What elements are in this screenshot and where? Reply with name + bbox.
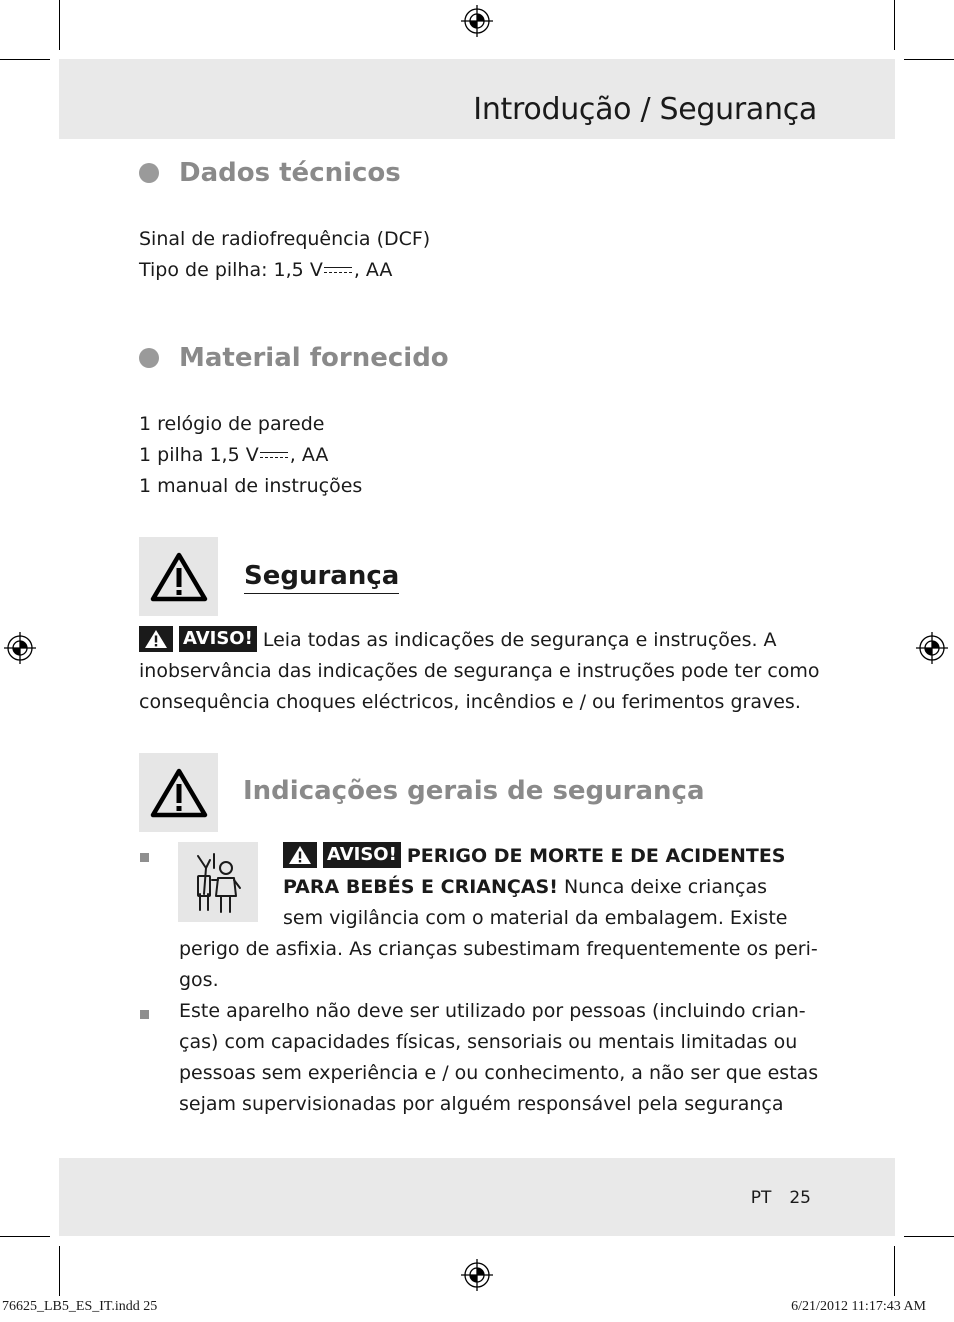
aviso-label: AVISO!: [323, 842, 401, 868]
text-line: Este aparelho não deve ser utilizado por pessoas (incluindo crian-: [179, 1000, 806, 1022]
text-span: Tipo de pilha: 1,5 V: [139, 259, 323, 281]
square-bullet-icon: [140, 853, 149, 862]
section-title: Dados técnicos: [179, 158, 401, 188]
page-title: Introdução / Segurança: [473, 92, 817, 127]
print-timestamp: 6/21/2012 11:17:43 AM: [791, 1299, 926, 1314]
text-line: sejam supervisionadas por alguém responsável pela segurança: [179, 1093, 784, 1115]
text-span: , AA: [289, 444, 329, 466]
seguranca-warning-text: [139, 625, 820, 718]
warning-box: [139, 537, 218, 616]
crop-mark: [59, 0, 60, 50]
text-line: consequência choques eléctricos, incêndios e / ou ferimentos graves.: [139, 691, 801, 713]
square-bullet-icon: [140, 1010, 149, 1019]
section-title: Material fornecido: [179, 343, 449, 373]
page-number: [751, 1188, 811, 1208]
text-line: 1 manual de instruções: [139, 475, 363, 497]
warning-triangle-icon: [149, 551, 209, 603]
crop-mark: [59, 1246, 60, 1296]
text-line: [139, 440, 362, 471]
child-warning-pictogram: [178, 842, 258, 922]
crop-mark: [894, 1246, 895, 1296]
text-line: Sinal de radiofrequência (DCF): [139, 228, 431, 250]
crop-mark: [0, 59, 50, 60]
text-line: [283, 841, 787, 872]
crop-mark: [0, 1236, 50, 1237]
warning-triangle-icon: [149, 767, 209, 819]
registration-mark-icon: [460, 4, 494, 38]
text-line: pessoas sem experiência e / ou conhecimento, a não ser que estas: [179, 1062, 819, 1084]
text-line: gos.: [179, 969, 219, 991]
indicacoes-item-1-cont: [179, 934, 818, 996]
print-file-info: 76625_LB5_ES_IT.indd 25: [2, 1299, 158, 1314]
section-heading-dados-tecnicos: [139, 158, 401, 188]
text-line: 1 relógio de parede: [139, 413, 325, 435]
registration-mark-icon: [460, 1258, 494, 1292]
warning-triangle-icon: [139, 626, 173, 652]
child-safety-icon: [188, 850, 248, 914]
material-body: [139, 409, 362, 502]
registration-mark-icon: [3, 631, 37, 665]
aviso-badge: [283, 842, 401, 868]
warning-box: [139, 753, 218, 832]
registration-mark-icon: [915, 631, 949, 665]
language-code: PT: [750, 1188, 772, 1208]
page-number-value: 25: [789, 1188, 811, 1208]
section-title-seguranca: Segurança: [244, 559, 399, 594]
text-line: [139, 625, 820, 656]
text-span: , AA: [353, 259, 393, 281]
indicacoes-item-2: [179, 996, 818, 1120]
text-line: perigo de asfixia. As crianças subestimam frequentemente os peri-: [179, 938, 818, 960]
text-span: Leia todas as indicações de segurança e instruções. A: [262, 629, 777, 651]
text-line: [139, 255, 430, 286]
dados-tecnicos-body: [139, 224, 430, 286]
danger-text: PERIGO DE MORTE E DE ACIDENTES: [406, 845, 786, 867]
crop-mark: [894, 0, 895, 50]
aviso-badge: [139, 626, 257, 652]
section-heading-material-fornecido: [139, 343, 449, 373]
dc-voltage-icon: [324, 265, 352, 277]
text-line: sem vigilância com o material da embalagem. Existe: [283, 907, 788, 929]
text-line: [283, 872, 787, 903]
text-line: ças) com capacidades físicas, sensoriais ou mentais limitadas ou: [179, 1031, 798, 1053]
crop-mark: [904, 1236, 954, 1237]
indicacoes-item-1: [283, 841, 787, 934]
crop-mark: [904, 59, 954, 60]
warning-triangle-icon: [283, 842, 317, 868]
aviso-label: AVISO!: [179, 626, 257, 652]
text-span: Nunca deixe crianças: [557, 876, 767, 898]
section-title-indicacoes: Indicações gerais de segurança: [243, 776, 705, 806]
text-span: 1 pilha 1,5 V: [139, 444, 259, 466]
bullet-dot-icon: [139, 348, 159, 368]
danger-text: PARA BEBÉS E CRIANÇAS!: [283, 876, 558, 898]
dc-voltage-icon: [260, 450, 288, 462]
bullet-dot-icon: [139, 163, 159, 183]
text-line: inobservância das indicações de segurança e instruções pode ter como: [139, 660, 820, 682]
